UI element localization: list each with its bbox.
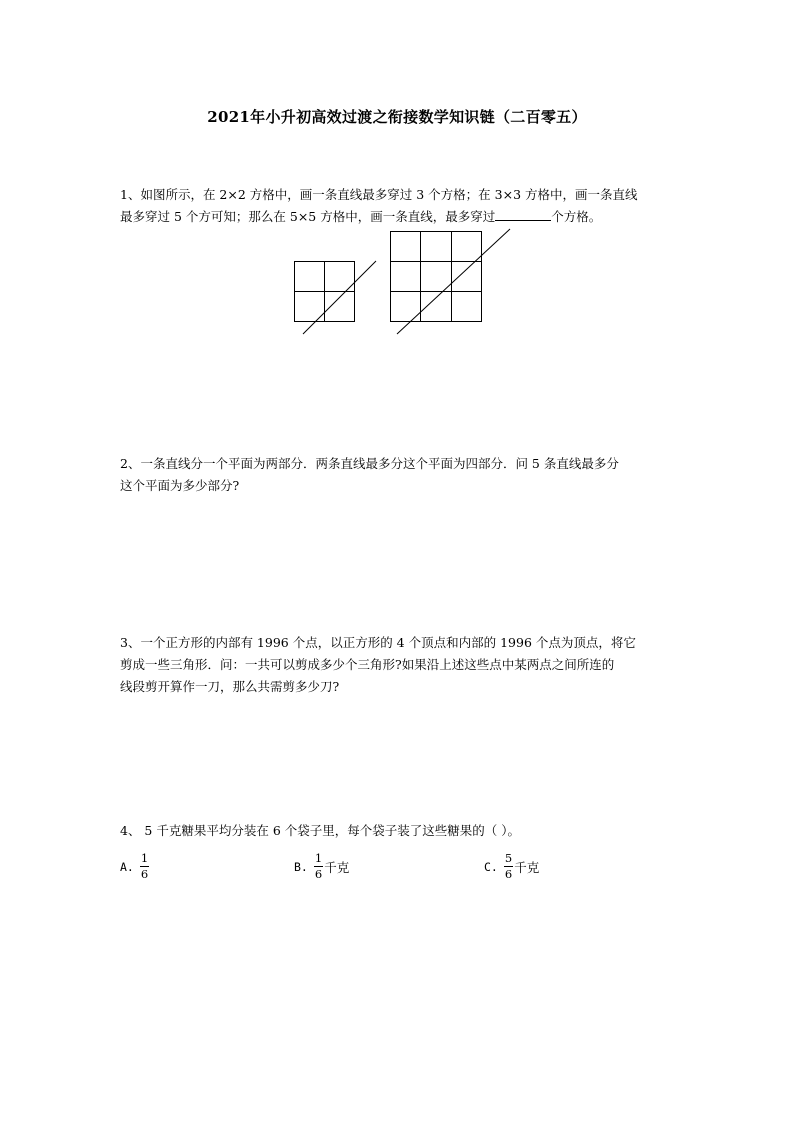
grid-2x2-figure (290, 258, 382, 338)
question-1-line-1: 1、如图所示，在 2×2 方格中，画一条直线最多穿过 3 个方格；在 3×3 方格中，画一条直线 (120, 187, 638, 202)
grid-3x3-figure (386, 228, 514, 338)
option-a-label: A. (120, 859, 134, 874)
question-1-line-2-text: 最多穿过 5 个方可知；那么在 5×5 方格中，画一条直线，最多穿过 (120, 209, 496, 224)
question-3 (120, 632, 680, 698)
question-2-line-2: 这个平面为多少部分? (120, 478, 240, 493)
option-b-numerator: 1 (314, 851, 323, 865)
question-1 (120, 184, 680, 228)
option-a[interactable] (120, 852, 150, 881)
grid-2x2-diagonal (303, 261, 376, 334)
option-b-fraction (314, 852, 323, 881)
question-3-line-1: 3、一个正方形的内部有 1996 个点，以正方形的 4 个顶点和内部的 1996 个点为顶点，将它 (120, 635, 636, 650)
question-1-line-2 (120, 206, 680, 228)
question-1-line-2-end: 个方格。 (551, 209, 602, 224)
option-b-denominator: 6 (314, 867, 323, 881)
option-a-numerator: 1 (140, 851, 149, 865)
question-4-stem: 4、 5 千克糖果平均分装在 6 个袋子里，每个袋子装了这些糖果的（ ）。 (120, 823, 520, 838)
option-c-label: C. (484, 859, 498, 874)
option-b[interactable] (294, 852, 349, 881)
option-b-label: B. (294, 859, 308, 874)
question-2-line-1: 2、一条直线分一个平面为两部分．两条直线最多分这个平面为四部分．问 5 条直线最多分 (120, 456, 619, 471)
question-3-line-3: 线段剪开算作一刀，那么共需剪多少刀? (120, 679, 340, 694)
option-c-unit: 千克 (514, 859, 540, 875)
page-title: 2021年小升初高效过渡之衔接数学知识链（二百零五） (207, 108, 587, 126)
option-c-fraction (504, 852, 513, 881)
option-a-fraction (140, 852, 149, 881)
question-2 (120, 453, 680, 497)
grid-3x3-border (391, 232, 482, 322)
option-b-unit: 千克 (324, 859, 350, 875)
answer-blank[interactable] (495, 206, 551, 221)
grid-3x3-diagonal (397, 229, 510, 334)
option-c[interactable] (484, 852, 539, 881)
question-3-line-2: 剪成一些三角形．问：一共可以剪成多少个三角形?如果沿上述这些点中某两点之间所连的 (120, 657, 615, 672)
question-4 (120, 820, 680, 842)
option-c-denominator: 6 (504, 867, 513, 881)
option-c-numerator: 5 (504, 851, 513, 865)
option-a-denominator: 6 (140, 867, 149, 881)
